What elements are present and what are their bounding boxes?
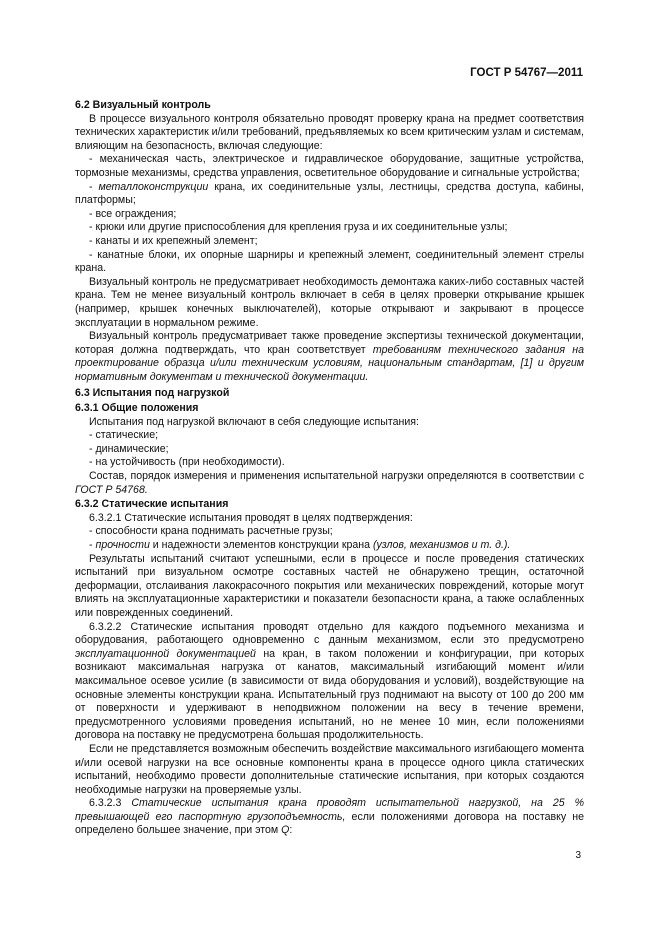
paragraph: Если не представляется возможным обеспечить воздействие максимального изгибающего момента и/или осевой нагрузки на все основные компоненты крана в процессе одного цикла статических испытаний, необходимо провести дополнительные статические испытания, при которых создаются необходимые нагрузки на проверяемые узлы. <box>75 742 584 796</box>
paragraph: Испытания под нагрузкой включают в себя следующие испытания: <box>89 415 419 428</box>
paragraph: Визуальный контроль предусматривает также проведение экспертизы технической документации, которая должна подтверждать, что кран соответствует требованиям технического задания на проектирование образца и/или техническим условиям, национальным стандартам, [1] и другим нормативным документам и технической документации. <box>75 330 584 383</box>
list-item: - на устойчивость (при необходимости). <box>89 456 285 469</box>
section-heading-6-3: 6.3 Испытания под нагрузкой <box>75 387 230 400</box>
paragraph: 6.3.2.3 Статические испытания крана проводят испытательной нагрузкой, на 25 % превышающей его паспортную грузоподъемность, если положениями договора на поставку не определено большее значение, при этом Q: <box>75 797 585 837</box>
list-item: - прочности и надежности элементов конструкции крана (узлов, механизмов и т. д.). <box>89 539 511 551</box>
list-item: - динамические; <box>89 442 169 455</box>
subsection-heading-6-3-1: 6.3.1 Общие положения <box>75 402 199 415</box>
list-item: - крюки или другие приспособления для крепления груза и их соединительные узлы; <box>89 221 508 234</box>
document-id-header: ГОСТ Р 54767—2011 <box>470 67 583 79</box>
paragraph: Результаты испытаний считают успешными, если в процессе и после проведения статических испытаний при визуальном осмотре составных частей не обнаружено трещин, остаточной деформации, отслаивания лакокрасочного покрытия или механических повреждений, которые могут влиять на эксплуатационные характеристики и показатели безопасности крана, а также ослабленных или поврежденных соединений. <box>75 552 584 619</box>
paragraph: 6.3.2.2 Статические испытания проводят отдельно для каждого подъемного механизма и оборудования, работающего одновременно с данным механизмом, если это предусмотрено эксплуатационной документацией на кран, в таком положении и конфигурации, при которых возникают максимальная нагрузка от канатов, максимальный изгибающий момент и/или максимальное осевое усилие (в зависимости от вида оборудования и условий), воздействующие на основные элементы конструкции крана. Испытательный груз поднимают на высоту от 100 до 200 мм от поверхности и удерживают в неподвижном положении на весу в течение времени, предусмотренного условиями проведения испытаний, но не менее 10 мин, если положениями договора на поставку не предусмотрена большая продолжительность. <box>75 620 584 742</box>
paragraph: В процессе визуального контроля обязательно проводят проверку крана на предмет соответствия технических характеристик и/или требований, предъявляемых ко всем критическим узлам и системам, влияющим на безопасность, включая следующие: <box>75 112 584 152</box>
paragraph: Состав, порядок измерения и применения испытательной нагрузки определяются в соответствии с ГОСТ Р 54768. <box>75 470 584 496</box>
list-item: - статические; <box>89 429 159 442</box>
subsection-heading-6-3-2: 6.3.2 Статические испытания <box>75 498 229 511</box>
section-heading-6-2: 6.2 Визуальный контроль <box>75 99 211 111</box>
list-item: - способности крана поднимать расчетные грузы; <box>89 525 333 538</box>
list-item: - все ограждения; <box>89 207 177 220</box>
list-item: - канатные блоки, их опорные шарниры и крепежный элемент, соединительный элемент стрелы крана. <box>75 248 584 275</box>
list-item: - металлоконструкции крана, их соединительные узлы, лестницы, средства доступа, кабины, платформы; <box>75 180 584 207</box>
paragraph: Визуальный контроль не предусматривает необходимость демонтажа каких-либо составных частей крана. Тем не менее визуальный контроль включает в себя в целях проверки открывание крышек (например, крышек конечных выключателей), которые открывают и закрывают в процессе эксплуатации в нормальном режиме. <box>75 275 584 329</box>
list-item: - механическая часть, электрическое и гидравлическое оборудование, защитные устройства, тормозные механизмы, средства управления, осветительное оборудование и сигнальные устройства; <box>75 153 584 179</box>
paragraph: 6.3.2.1 Статические испытания проводят в целях подтверждения: <box>89 511 413 524</box>
page-number: 3 <box>575 850 581 861</box>
list-item: - канаты и их крепежный элемент; <box>89 234 258 247</box>
page-content <box>75 98 584 838</box>
